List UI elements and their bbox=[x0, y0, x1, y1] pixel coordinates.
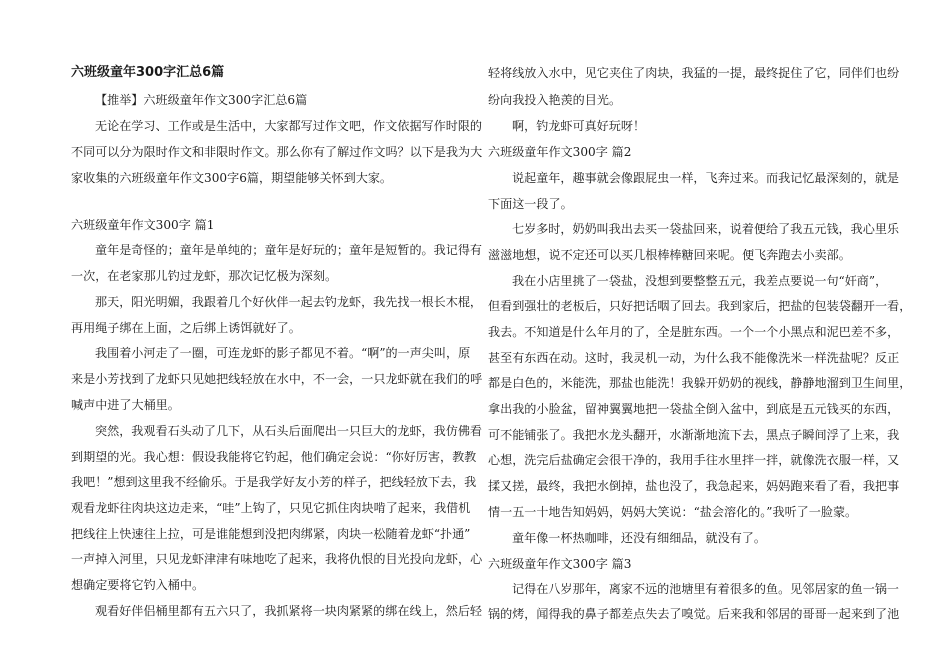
paragraph-line: 滋滋地想，说不定还可以买几根棒棒糖回来呢。便飞奔跑去小卖部。 bbox=[488, 248, 851, 262]
paragraph-line: 观看好伴侣桶里都有五六只了，我抓紧将一块肉紧紧的绑在线上，然后轻 bbox=[95, 604, 483, 618]
paragraph-line: 轻将线放入水中，见它夹住了肉块，我猛的一提，最终捉住了它，同伴们也纷 bbox=[488, 66, 900, 80]
paragraph-line: 来是小芳找到了龙虾只见她把线轻放在水中，不一会，一只龙虾就在我们的呼 bbox=[71, 372, 483, 386]
paragraph-line: 拿出我的小脸盆，留神翼翼地把一袋盐全倒入盆中，到底是五元钱买的东西， bbox=[488, 402, 900, 416]
paragraph-line: 七岁多时，奶奶叫我出去买一袋盐回来，说着便给了我五元钱，我心里乐 bbox=[512, 222, 900, 236]
paragraph-line: 都是白色的，米能洗，那盐也能洗！我躲开奶奶的视线，静静地溜到卫生间里， bbox=[488, 376, 912, 390]
paragraph-line: 情一五一十地告知妈妈，妈妈大笑说：“盐会溶化的。”我听了一脸蒙。 bbox=[488, 505, 858, 519]
paragraph-line: 我围着小河走了一圈，可连龙虾的影子都见不着。“啊”的一声尖叫，原 bbox=[95, 346, 471, 360]
paragraph-line: 到期望的光。我心想：假设我能将它钓起，他们确定会说：“你好厉害，教教 bbox=[71, 450, 477, 464]
paragraph-line: 但看到强壮的老板后，只好把话咽了回去。我到家后，把盐的包装袋翻开一看， bbox=[488, 299, 912, 313]
paragraph-line: 纷向我投入艳羡的目光。 bbox=[488, 93, 622, 107]
paragraph-line: 把线往上快速往上拉，可是谁能想到没把肉绑紧，肉块一松随着龙虾“扑通” bbox=[71, 527, 471, 541]
paragraph-line: 观看龙虾往肉块这边走来，“哇”上钩了，只见它抓住肉块啃了起来，我借机 bbox=[71, 501, 471, 515]
paragraph-line: 心想，洗完后盐确定会很干净的，我用手往水里拌一拌，就像洗衣服一样，又 bbox=[488, 453, 900, 467]
paragraph-line: 突然，我观看石头动了几下，从石头后面爬出一只巨大的龙虾，我仿佛看 bbox=[95, 424, 483, 438]
paragraph-line: 童年像一杯热咖啡，还没有细细品，就没有了。 bbox=[512, 531, 766, 545]
paragraph-line: 啊，钓龙虾可真好玩呀！ bbox=[512, 119, 646, 133]
essay-heading: 六班级童年作文300字 篇2 bbox=[488, 145, 632, 159]
paragraph-line: 一次，在老家那儿钓过龙虾，那次记忆极为深刻。 bbox=[71, 269, 338, 283]
paragraph-line: 甚至有东西在动。这时，我灵机一动，为什么我不能像洗米一样洗盐呢？反正 bbox=[488, 351, 900, 365]
paragraph-line: 我吧！”想到这里我不经偷乐。于是我学好友小芳的样子，把线轻放下去，我 bbox=[71, 475, 477, 489]
paragraph-line: 那天，阳光明媚，我跟着几个好伙伴一起去钓龙虾，我先找一根长木棍， bbox=[95, 295, 483, 309]
recommend-line: 【推举】六班级童年作文300字汇总6篇 bbox=[95, 93, 308, 107]
essay-heading: 六班级童年作文300字 篇1 bbox=[71, 218, 215, 232]
paragraph-line: 下面这一段了。 bbox=[488, 197, 573, 211]
paragraph-line: 说起童年，趣事就会像跟屁虫一样，飞奔过来。而我记忆最深刻的，就是 bbox=[512, 171, 900, 185]
paragraph-line: 再用绳子绑在上面，之后绑上诱饵就好了。 bbox=[71, 321, 301, 335]
intro-line: 不同可以分为限时作文和非限时作文。那么你有了解过作文吗？以下是我为大 bbox=[71, 145, 483, 159]
paragraph-line: 我去。不知道是什么年月的了，全是脏东西。一个一个小黑点和泥巴差不多， bbox=[488, 325, 900, 339]
paragraph-line: 记得在八岁那年，离家不远的池塘里有着很多的鱼。见邻居家的鱼一锅一 bbox=[512, 582, 900, 596]
paragraph-line: 童年是奇怪的；童年是单纯的；童年是好玩的；童年是短暂的。我记得有 bbox=[95, 243, 483, 257]
paragraph-line: 揉又搓，最终，我把水倒掉，盐也没了，我急起来，妈妈跑来看了看，我把事 bbox=[488, 479, 900, 493]
paragraph-line: 喊声中进了大桶里。 bbox=[71, 398, 180, 412]
document-title: 六班级童年300字汇总6篇 bbox=[71, 65, 225, 80]
paragraph-line: 想确定要将它钓入桶中。 bbox=[71, 578, 205, 592]
paragraph-line: 我在小店里挑了一袋盐，没想到要整整五元，我差点要说一句“奸商”， bbox=[512, 274, 888, 288]
paragraph-line: 可不能铺张了。我把水龙头翻开，水渐渐地流下去，黑点子瞬间浮了上来，我 bbox=[488, 428, 900, 442]
intro-line: 家收集的六班级童年作文300字6篇，期望能够关怀到大家。 bbox=[71, 171, 393, 185]
paragraph-line: 一声掉入河里，只见龙虾津津有味地吃了起来，我将仇恨的目光投向龙虾，心 bbox=[71, 552, 483, 566]
intro-line: 无论在学习、工作或是生活中，大家都写过作文吧，作文依据写作时限的 bbox=[95, 119, 483, 133]
paragraph-line: 锅的烤，闻得我的鼻子都差点失去了嗅觉。后来我和邻居的哥哥一起来到了池 bbox=[488, 607, 900, 621]
essay-heading: 六班级童年作文300字 篇3 bbox=[488, 557, 632, 571]
